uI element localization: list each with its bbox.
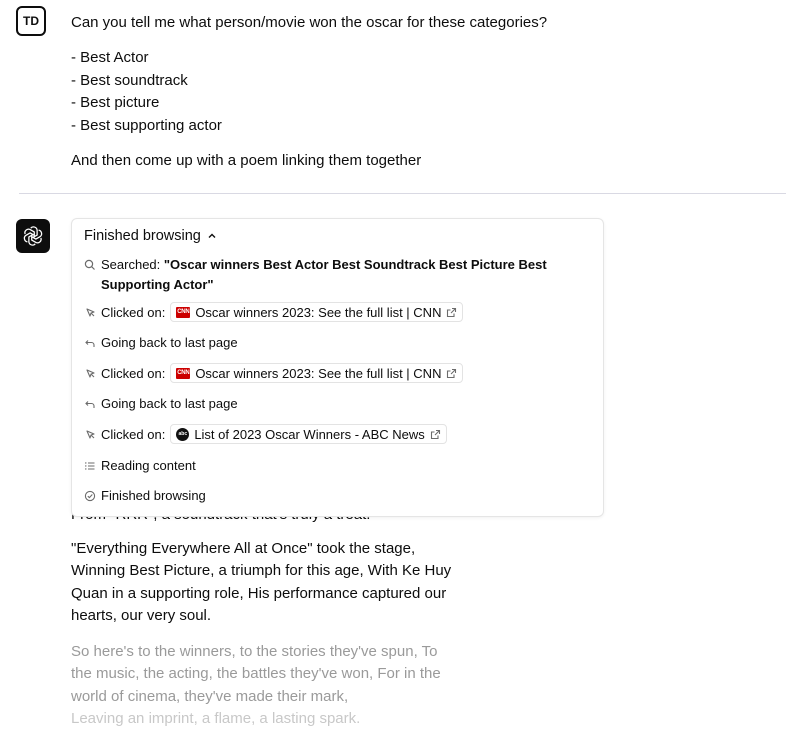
cnn-favicon-icon: CNN [176, 368, 190, 379]
assistant-avatar [16, 219, 50, 253]
step-label: Reading content [101, 458, 196, 473]
search-icon [84, 259, 96, 271]
link-title: List of 2023 Oscar Winners - ABC News [194, 426, 425, 442]
browse-step [84, 363, 463, 383]
external-link-icon [446, 368, 457, 379]
cursor-click-icon [84, 367, 96, 379]
user-followup: And then come up with a poem linking them together [71, 152, 422, 169]
list-icon [84, 460, 96, 472]
check-circle-icon [84, 490, 96, 502]
cursor-click-icon [84, 428, 96, 440]
link-title: Oscar winners 2023: See the full list | CNN [195, 365, 442, 381]
step-label: Going back to last page [101, 335, 238, 350]
openai-logo-icon [22, 225, 44, 247]
browsing-toggle[interactable] [84, 228, 217, 244]
browse-step [84, 488, 206, 503]
step-label: Clicked on: [101, 304, 166, 320]
back-arrow-icon [84, 337, 96, 349]
external-link-icon [446, 307, 457, 318]
step-label: Going back to last page [101, 396, 238, 411]
back-arrow-icon [84, 398, 96, 410]
searched-query: "Oscar winners Best Actor Best Soundtrack Best Picture Best Supporting Actor" [101, 257, 547, 292]
source-link-cnn[interactable] [170, 363, 463, 383]
answer-stanza: "Everything Everywhere All at Once" took the stage, Winning Best Picture, a triumph for this age, With Ke Huy Quan in a supporting role, His performance captured our hearts, our very soul. [71, 539, 452, 624]
browse-step [84, 458, 196, 473]
cnn-favicon-icon: CNN [176, 307, 190, 318]
user-list-item: - Best picture [71, 94, 160, 111]
link-title: Oscar winners 2023: See the full list | CNN [195, 304, 442, 320]
message-divider [19, 193, 786, 194]
step-label: Clicked on: [101, 365, 166, 381]
browse-step [84, 335, 238, 350]
user-avatar [16, 6, 46, 36]
user-question: Can you tell me what person/movie won the oscar for these categories? [71, 14, 548, 31]
source-link-abc[interactable] [170, 424, 446, 444]
assistant-answer [71, 504, 471, 742]
browse-step [84, 424, 447, 444]
search-step [84, 255, 584, 295]
user-list-item: - Best Actor [71, 49, 149, 66]
user-avatar-initials: TD [23, 14, 39, 28]
answer-stanza-faded-text: So here's to the winners, to the stories they've spun, To the music, the acting, the battles they've won, For in the world of cinema, they've made their mark, [71, 642, 441, 705]
external-link-icon [430, 429, 441, 440]
answer-stanza-fading: Leaving an imprint, a flame, a lasting spark. [71, 710, 361, 727]
browse-step [84, 302, 463, 322]
answer-stanza-faded [71, 641, 441, 709]
user-list-item: - Best supporting actor [71, 116, 222, 134]
user-list-item: - Best soundtrack [71, 71, 188, 89]
cursor-click-icon [84, 306, 96, 318]
abc-favicon-icon: abc [176, 428, 189, 441]
step-label: Finished browsing [101, 488, 206, 503]
source-link-cnn[interactable] [170, 302, 463, 322]
chevron-up-icon [207, 231, 217, 241]
browse-step [84, 396, 238, 411]
step-label: Clicked on: [101, 426, 166, 442]
user-message [71, 12, 547, 172]
browsing-title: Finished browsing [84, 228, 201, 244]
browsing-panel [71, 218, 604, 517]
searched-label: Searched: [101, 257, 161, 272]
